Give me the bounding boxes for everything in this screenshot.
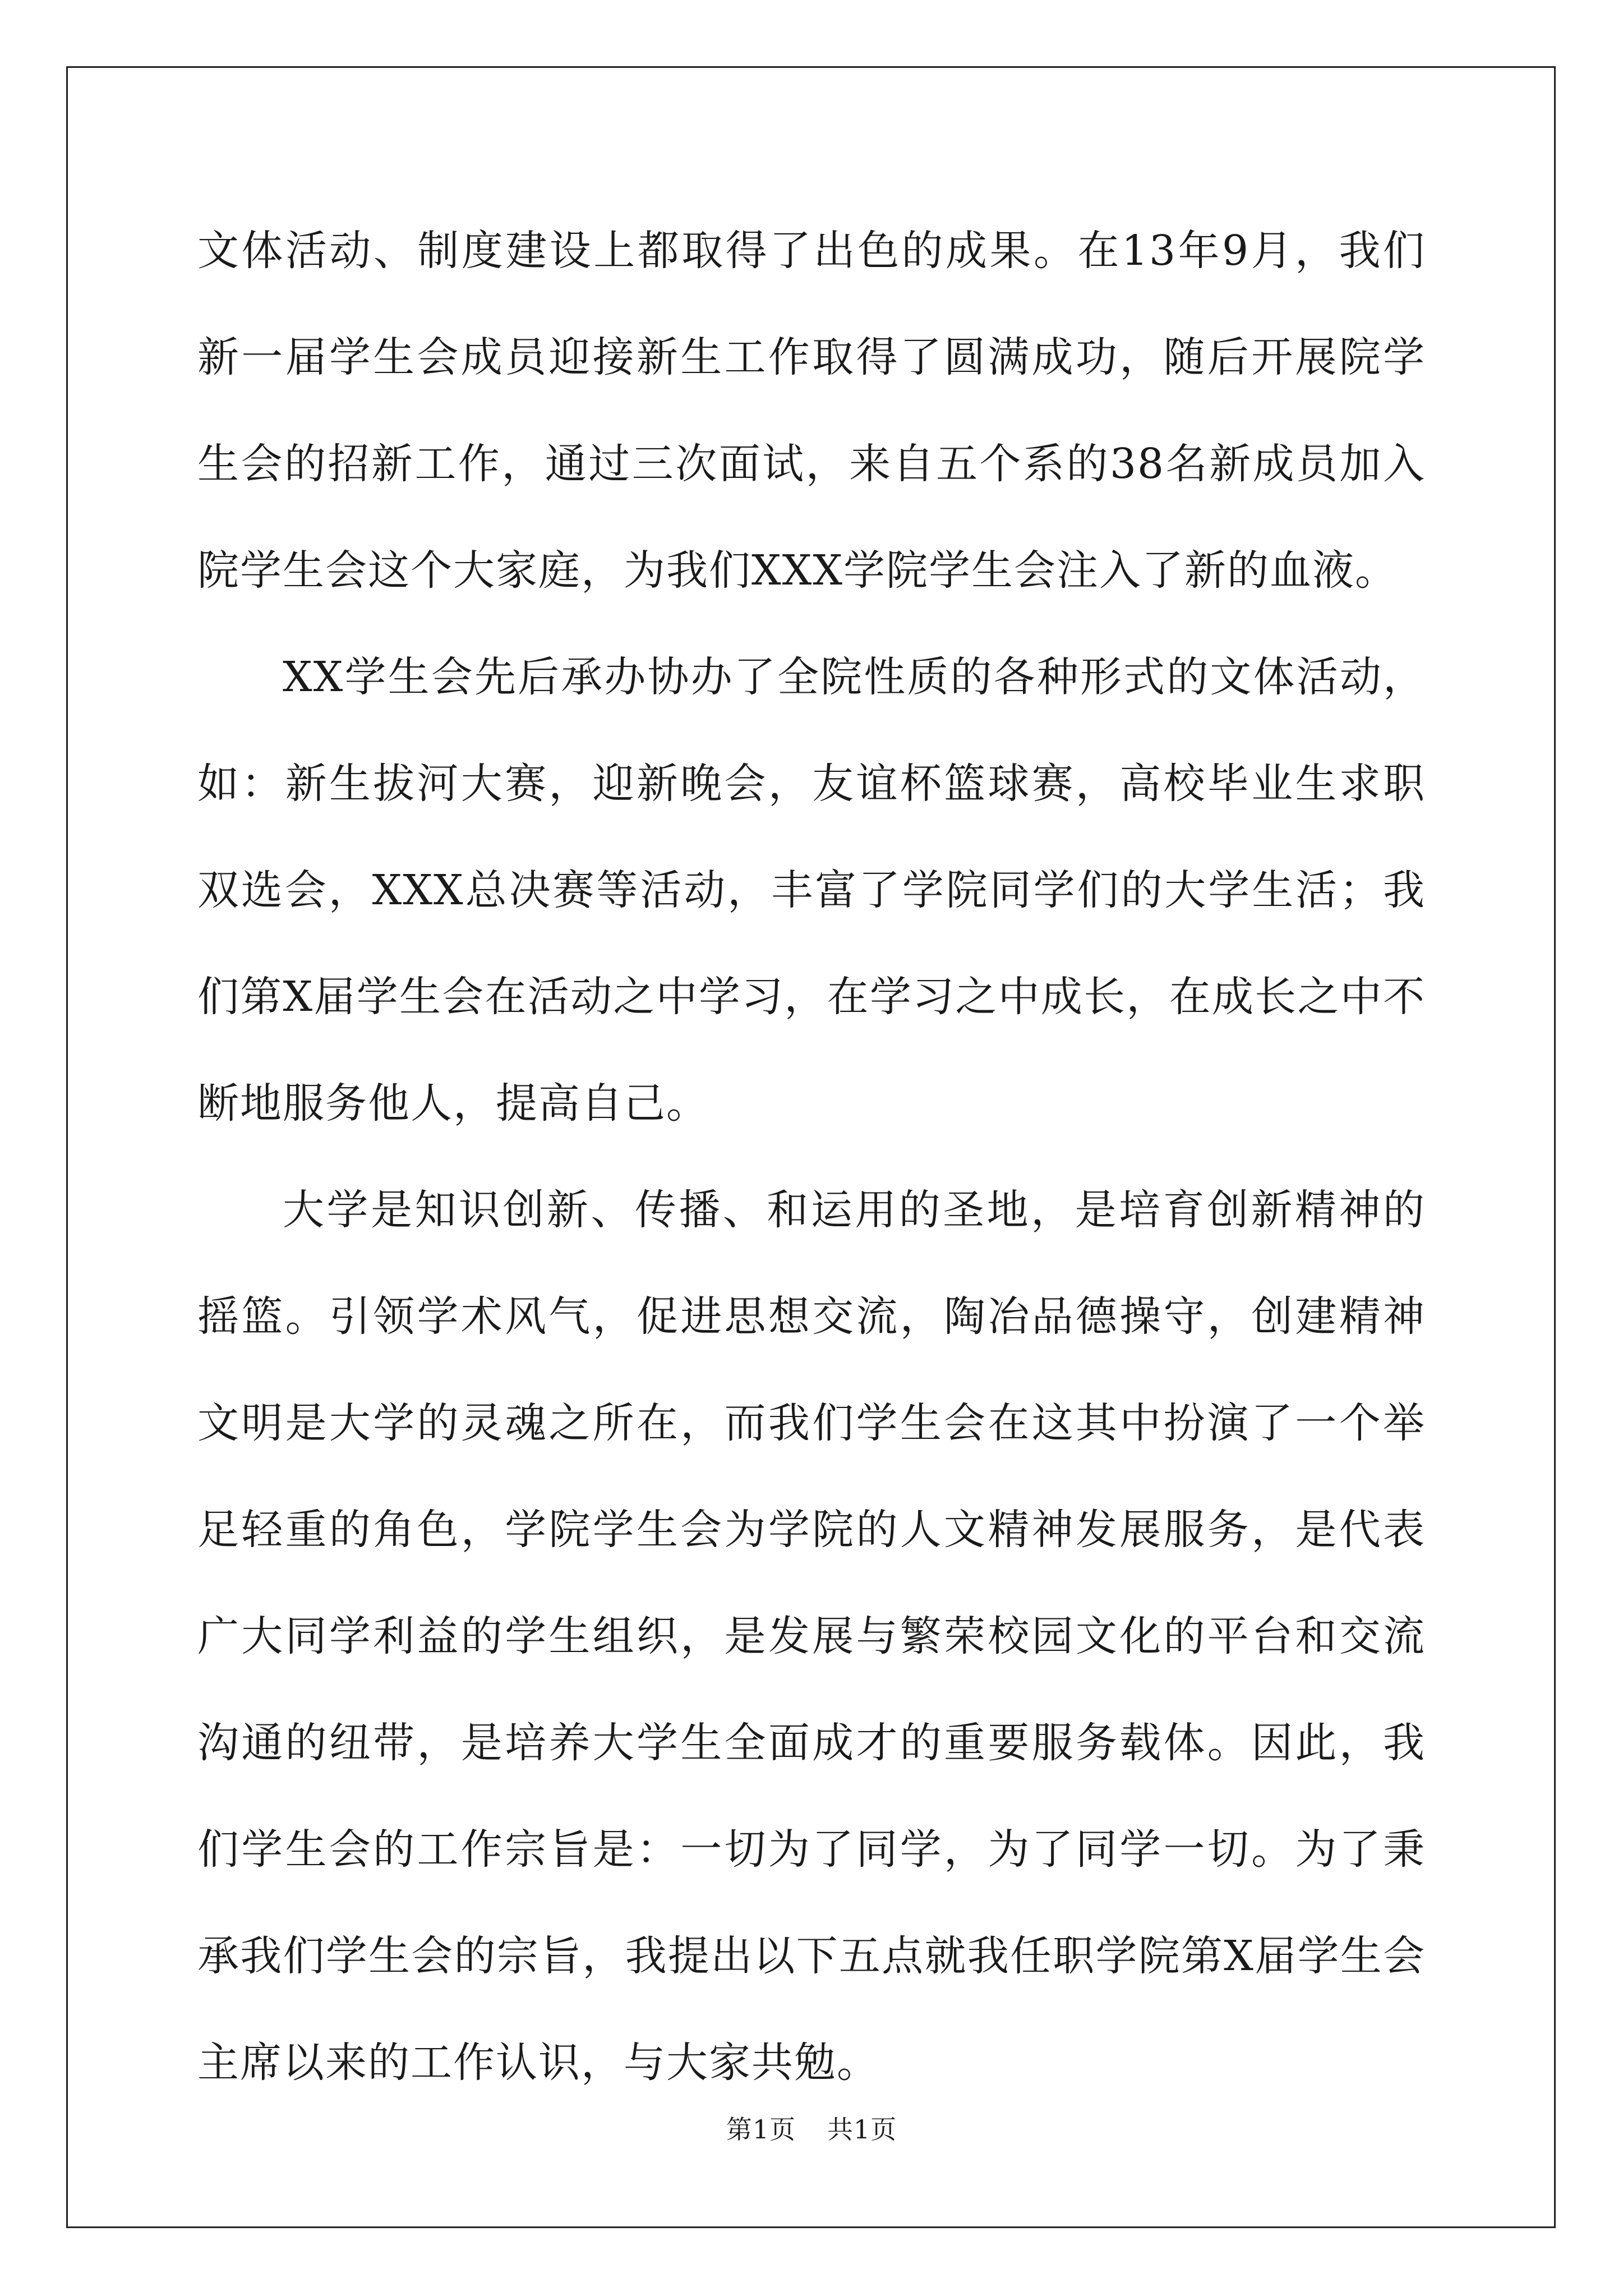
page-footer — [0, 2109, 1623, 2146]
document-body — [197, 197, 1426, 2116]
page-number-current: 第1页 — [726, 2114, 796, 2145]
paragraph-1: 文体活动、制度建设上都取得了出色的成果。在13年9月，我们新一届学生会成员迎接新生工作取得了圆满成功，随后开展院学生会的招新工作，通过三次面试，来自五个系的38名新成员加入院学生会这个大家庭，为我们XXX学院学生会注入了新的血液。 — [197, 227, 1426, 595]
paragraph-2: XX学生会先后承办协办了全院性质的各种形式的文体活动，如：新生拔河大赛，迎新晚会，友谊杯篮球赛，高校毕业生求职双选会，XXX总决赛等活动，丰富了学院同学们的大学生活；我们第X届学生会在活动之中学习，在学习之中成长，在成长之中不断地服务他人，提高自己。 — [197, 653, 1426, 1128]
page-number-total: 共1页 — [827, 2114, 897, 2145]
paragraph-3: 大学是知识创新、传播、和运用的圣地，是培育创新精神的摇篮。引领学术风气，促进思想交流，陶冶品德操守，创建精神文明是大学的灵魂之所在，而我们学生会在这其中扮演了一个举足轻重的角色，学院学生会为学院的人文精神发展服务，是代表广大同学利益的学生组织，是发展与繁荣校园文化的平台和交流沟通的纽带，是培养大学生全面成才的重要服务载体。因此，我们学生会的工作宗旨是：一切为了同学，为了同学一切。为了秉承我们学生会的宗旨，我提出以下五点就我任职学院第X届学生会主席以来的工作认识，与大家共勉。 — [197, 1186, 1426, 2087]
